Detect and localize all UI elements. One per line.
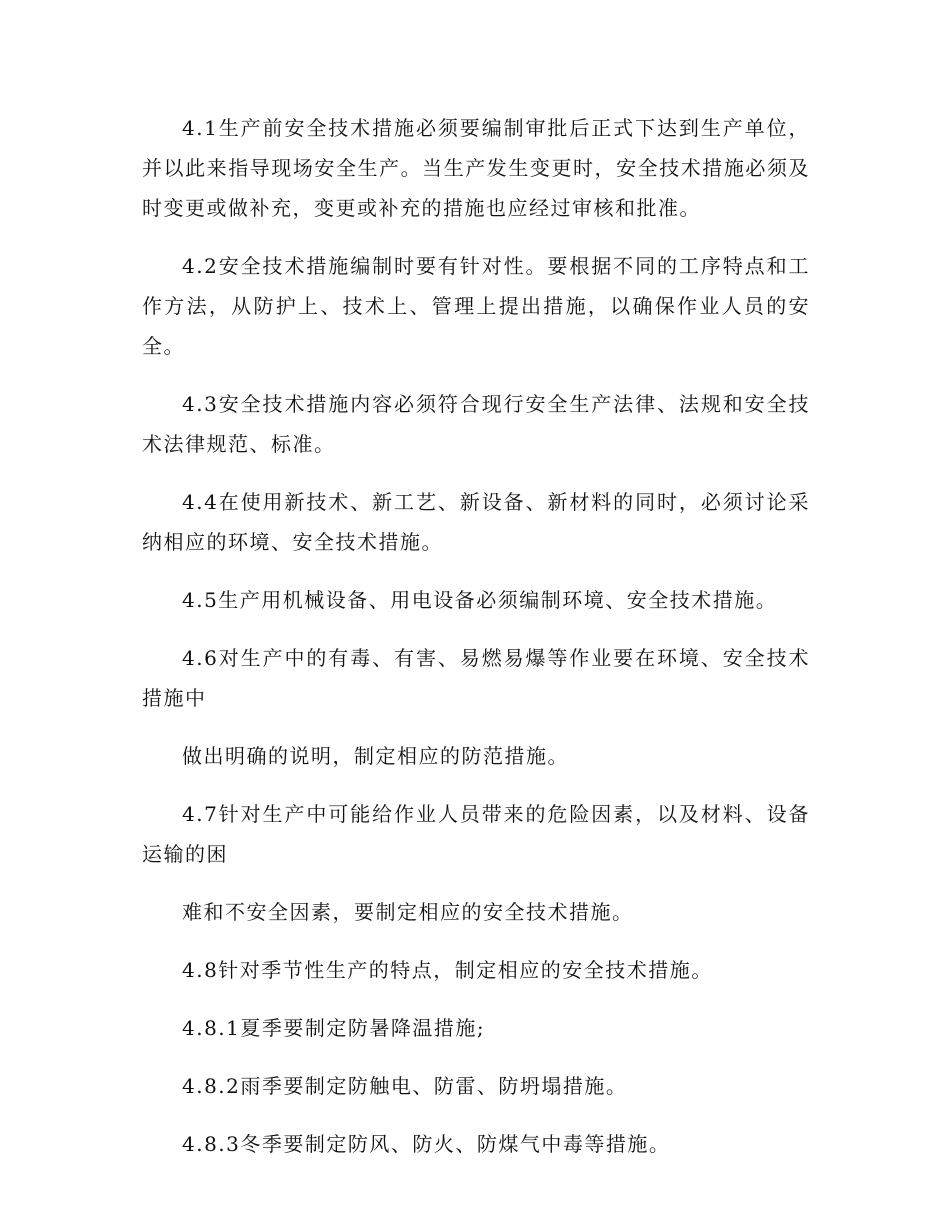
paragraph-4-7: 4.7针对生产中可能给作业人员带来的危险因素，以及材料、设备运输的困 — [142, 802, 810, 866]
paragraph-4-5: 4.5生产用机械设备、用电设备必须编制环境、安全技术措施。 — [182, 588, 778, 612]
paragraph-4-1: 4.1生产前安全技术措施必须要编制审批后正式下达到生产单位，并以此来指导现场安全生产。当生产发生变更时，安全技术措施必须及时变更或做补充，变更或补充的措施也应经过审核和批准。 — [142, 116, 810, 220]
paragraph-4-4: 4.4在使用新技术、新工艺、新设备、新材料的同时，必须讨论采纳相应的环境、安全技术措施。 — [142, 490, 810, 554]
paragraph-4-3: 4.3安全技术措施内容必须符合现行安全生产法律、法规和安全技术法律规范、标准。 — [142, 392, 810, 456]
paragraph-4-2: 4.2安全技术措施编制时要有针对性。要根据不同的工序特点和工作方法，从防护上、技术上、管理上提出措施，以确保作业人员的安全。 — [142, 254, 810, 358]
paragraph-4-6-continued: 做出明确的说明，制定相应的防范措施。 — [182, 744, 569, 768]
document-body — [142, 108, 810, 1182]
paragraph-4-8-2: 4.8.2雨季要制定防触电、防雷、防坍塌措施。 — [182, 1074, 628, 1098]
paragraph-4-6: 4.6对生产中的有毒、有害、易燃易爆等作业要在环境、安全技术措施中 — [142, 646, 810, 710]
paragraph-4-8-1: 4.8.1夏季要制定防暑降温措施; — [182, 1016, 486, 1040]
paragraph-4-8-3: 4.8.3冬季要制定防风、防火、防煤气中毒等措施。 — [182, 1132, 671, 1156]
paragraph-4-8: 4.8针对季节性生产的特点，制定相应的安全技术措施。 — [182, 958, 713, 982]
paragraph-4-7-continued: 难和不安全因素，要制定相应的安全技术措施。 — [182, 900, 634, 924]
